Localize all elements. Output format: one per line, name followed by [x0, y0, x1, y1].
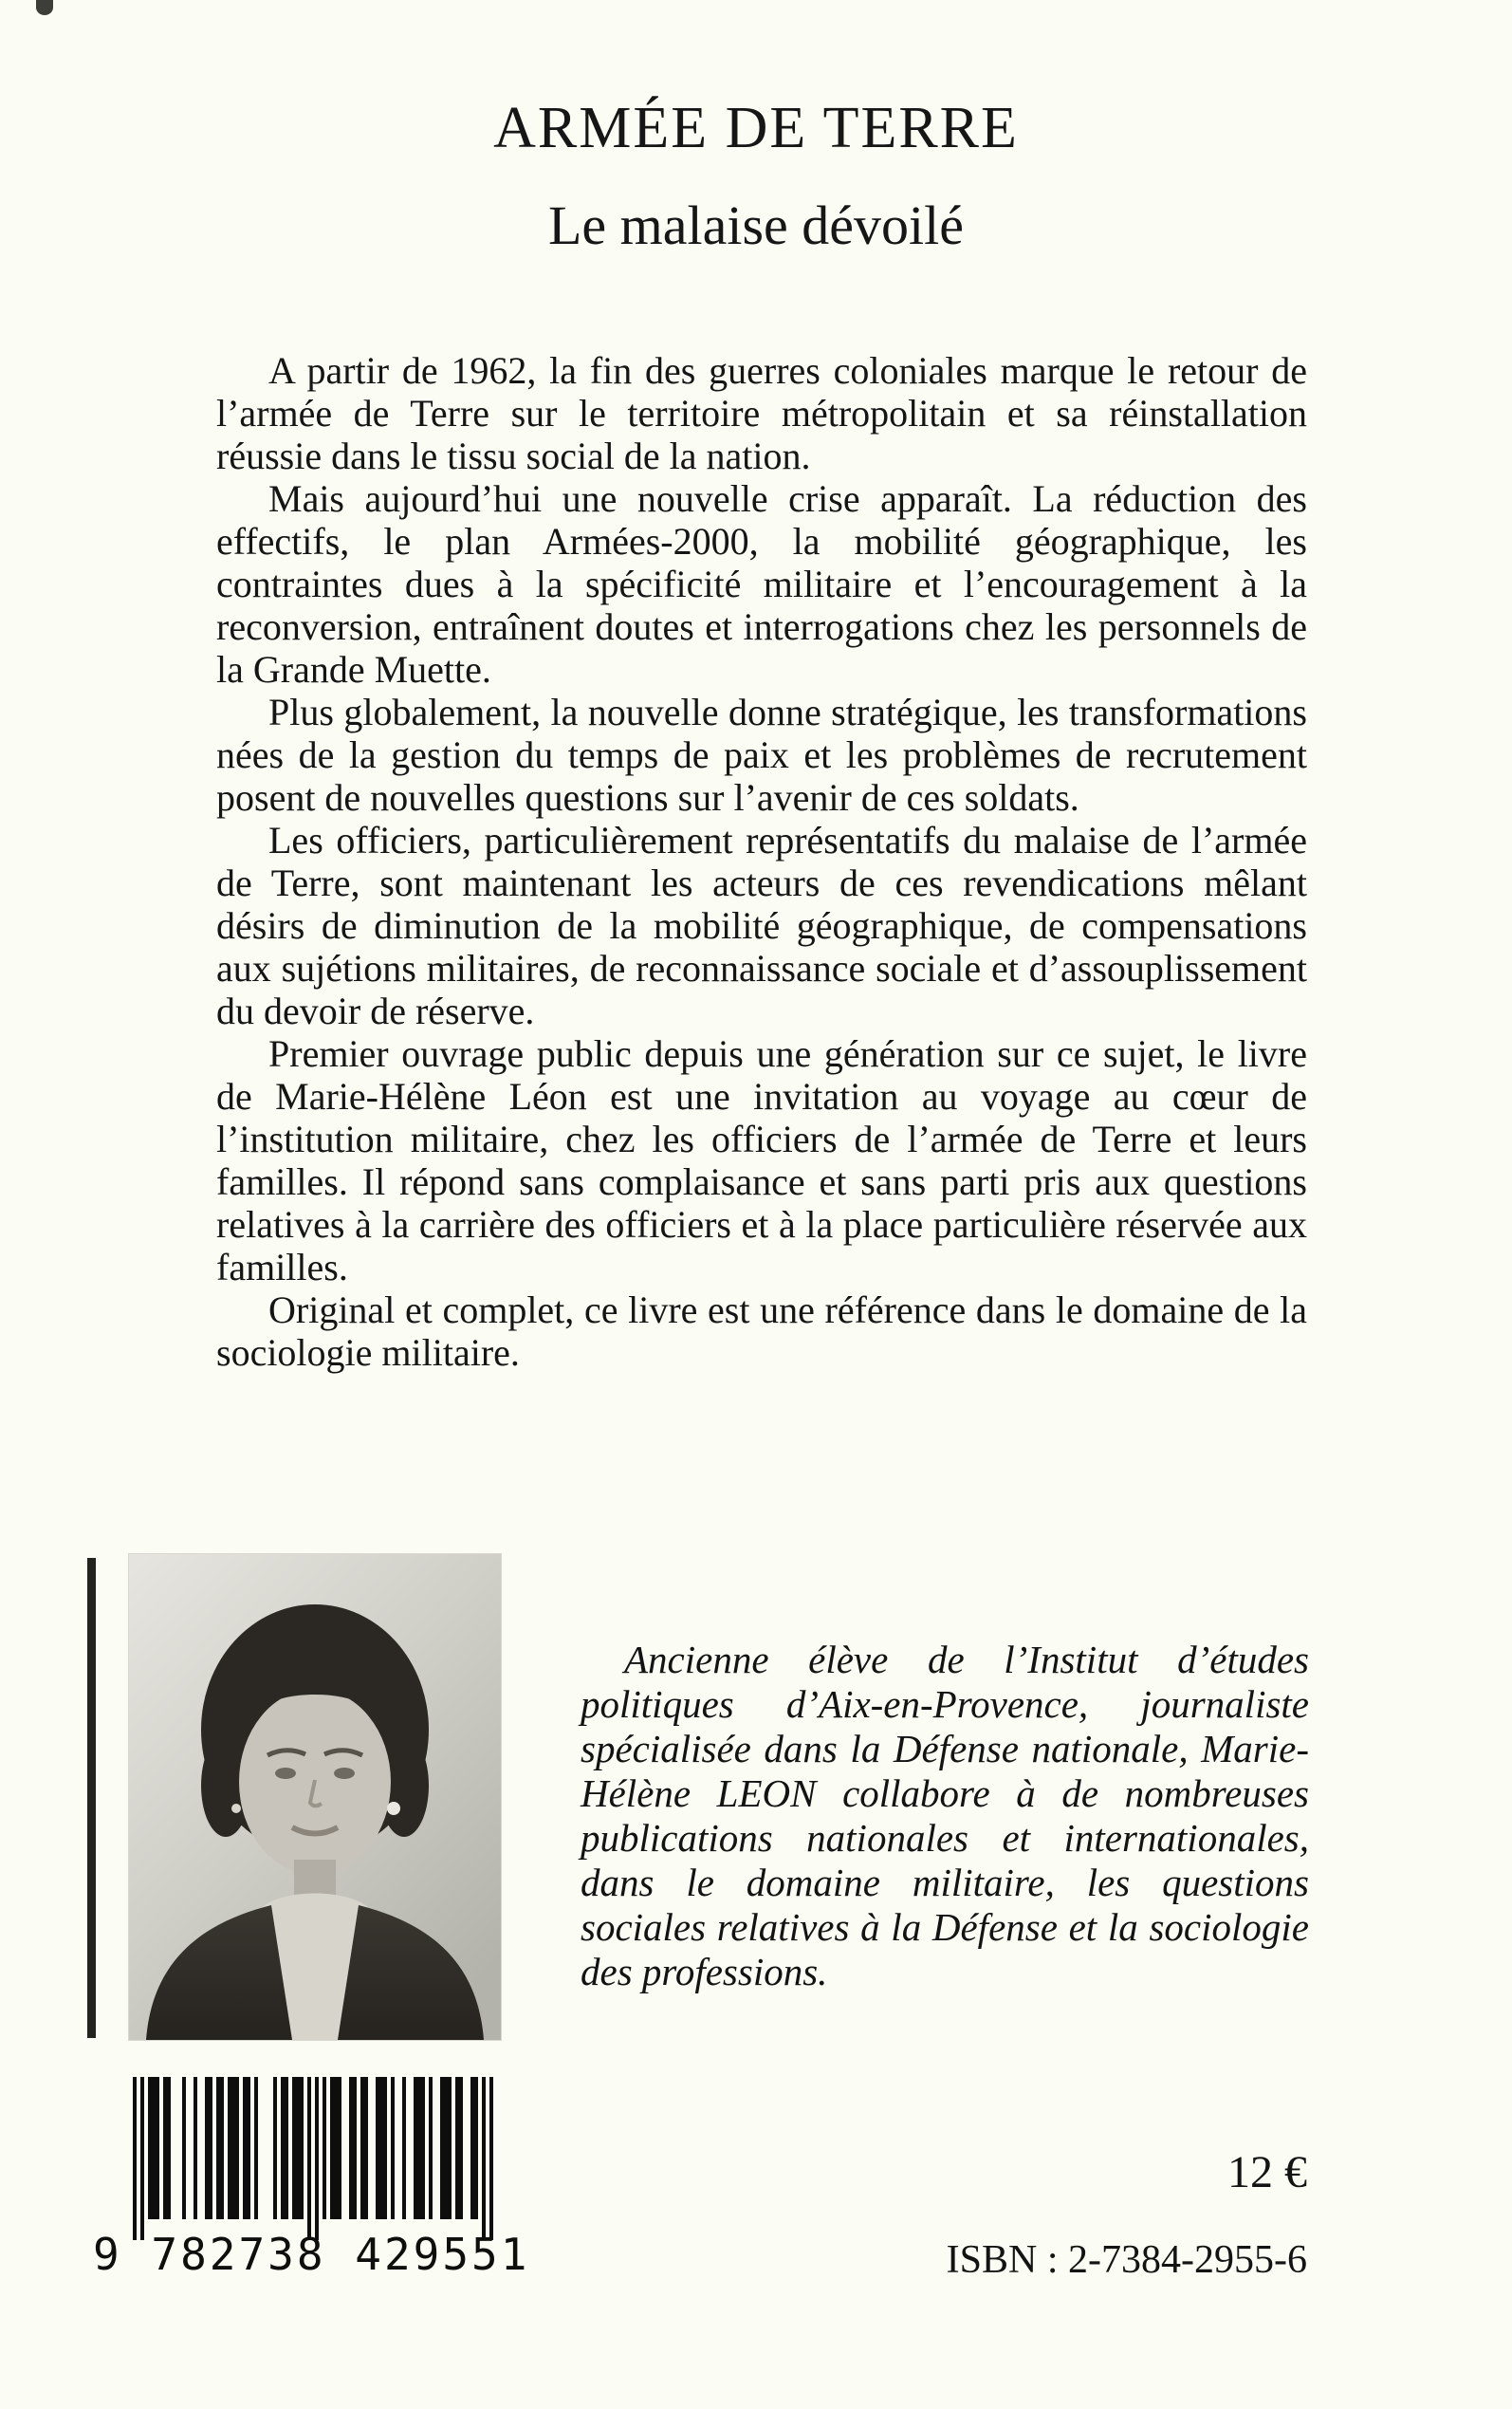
- synopsis-paragraph: Premier ouvrage public depuis une génération sur ce sujet, le livre de Marie-Hélène Léon est une invitation au voyage au cœur de l’institution militaire, chez les officiers de l’armée de Terre et leurs familles. Il répond sans complaisance et sans parti pris aux questions relatives à la carrière des officiers et à la place particulière réservée aux familles.: [216, 1032, 1307, 1288]
- isbn-label: ISBN : 2-7384-2955-6: [946, 2238, 1307, 2282]
- barcode-digits: 9 782738 429551: [93, 2229, 530, 2280]
- price-label: 12 €: [1227, 2147, 1307, 2197]
- synopsis-paragraph: A partir de 1962, la fin des guerres coloniales marque le retour de l’armée de Terre sur le territoire métropolitain et sa réinstallation réussie dans le tissu social de la nation.: [216, 349, 1307, 477]
- synopsis-paragraph: Les officiers, particulièrement représentatifs du malaise de l’armée de Terre, sont maintenant les acteurs de ces revendications mêlant désirs de diminution de la mobilité géographique, de compensations aux sujétions militaires, de reconnaissance sociale et d’assouplissement du devoir de réserve.: [216, 819, 1307, 1032]
- barcode-bars: [133, 2077, 541, 2240]
- barcode: [93, 2077, 541, 2280]
- barcode-module: [489, 2077, 493, 2240]
- author-bio: Ancienne élève de l’Institut d’études politiques d’Aix-en-Provence, journaliste spécialisée dans la Défense nationale, Marie-Hélène LEON collabore à de nombreuses publications nationales et internationales, dans le domaine militaire, les questions sociales relatives à la Défense et la sociologie des professions.: [581, 1638, 1309, 1993]
- synopsis: [216, 349, 1307, 1374]
- scan-artifact: [36, 0, 53, 15]
- price-isbn-block: [947, 2146, 1307, 2283]
- photo-edge-shadow: [87, 1558, 96, 2038]
- author-photo: [129, 1554, 501, 2040]
- book-subtitle: Le malaise dévoilé: [547, 195, 965, 256]
- synopsis-paragraph: Original et complet, ce livre est une référence dans le domaine de la sociologie militaire.: [216, 1288, 1307, 1374]
- book-title: ARMÉE DE TERRE: [493, 96, 1019, 160]
- synopsis-paragraph: Plus globalement, la nouvelle donne stratégique, les transformations nées de la gestion du temps de paix et les problèmes de recrutement posent de nouvelles questions sur l’avenir de ces soldats.: [216, 691, 1307, 819]
- synopsis-paragraph: Mais aujourd’hui une nouvelle crise apparaît. La réduction des effectifs, le plan Armées-2000, la mobilité géographique, les contraintes dues à la spécificité militaire et l’encouragement à la reconversion, entraînent doutes et interrogations chez les personnels de la Grande Muette.: [216, 477, 1307, 691]
